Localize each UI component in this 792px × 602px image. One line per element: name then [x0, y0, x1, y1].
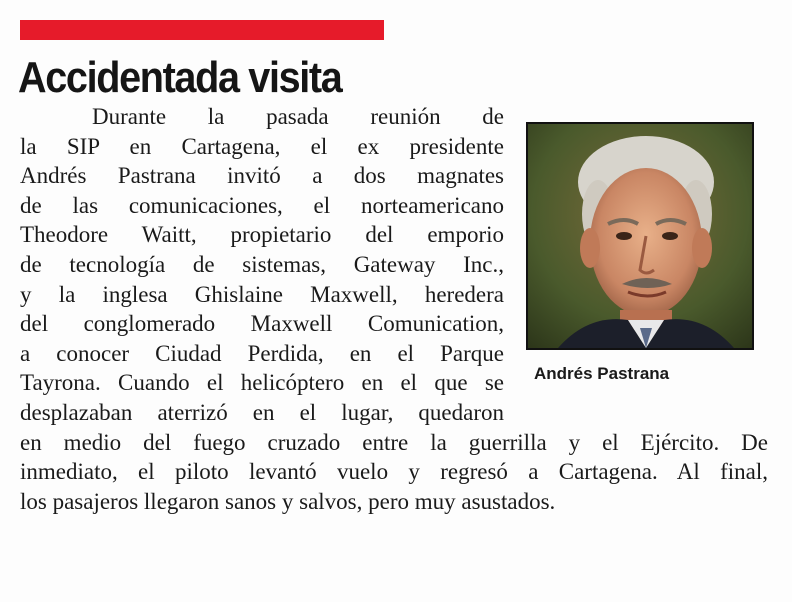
body-line: Durante la pasada reunión de — [92, 104, 504, 129]
photo-caption: Andrés Pastrana — [534, 364, 670, 383]
section-accent-bar — [20, 20, 384, 40]
body-line: inmediato, el piloto levantó vuelo y regresó a Cartagena. Al final, — [20, 459, 768, 485]
body-line: a conocer Ciudad Perdida, en el Parque — [20, 340, 504, 366]
body-line: Andrés Pastrana invitó a dos magnates — [20, 163, 504, 189]
body-line: y la inglesa Ghislaine Maxwell, heredera — [20, 281, 504, 307]
body-line: la SIP en Cartagena, el ex presidente — [20, 133, 504, 159]
body-line: Tayrona. Cuando el helicóptero en el que se — [20, 370, 504, 396]
body-line: de las comunicaciones, el norteamericano — [20, 192, 504, 218]
body-line: Theodore Waitt, propietario del emporio — [20, 222, 504, 248]
body-line: desplazaban aterrizó en el lugar, quedaron — [20, 399, 504, 425]
body-line: del conglomerado Maxwell Comunication, — [20, 311, 504, 337]
article-headline: Accidentada visita — [18, 53, 342, 102]
body-line: en medio del fuego cruzado entre la guerrilla y el Ejército. De — [20, 429, 768, 455]
portrait-illustration — [528, 124, 752, 348]
body-line: los pasajeros llegaron sanos y salvos, pero muy asustados. — [20, 488, 556, 514]
portrait-photo — [526, 122, 754, 350]
body-line: de tecnología de sistemas, Gateway Inc., — [20, 251, 504, 277]
